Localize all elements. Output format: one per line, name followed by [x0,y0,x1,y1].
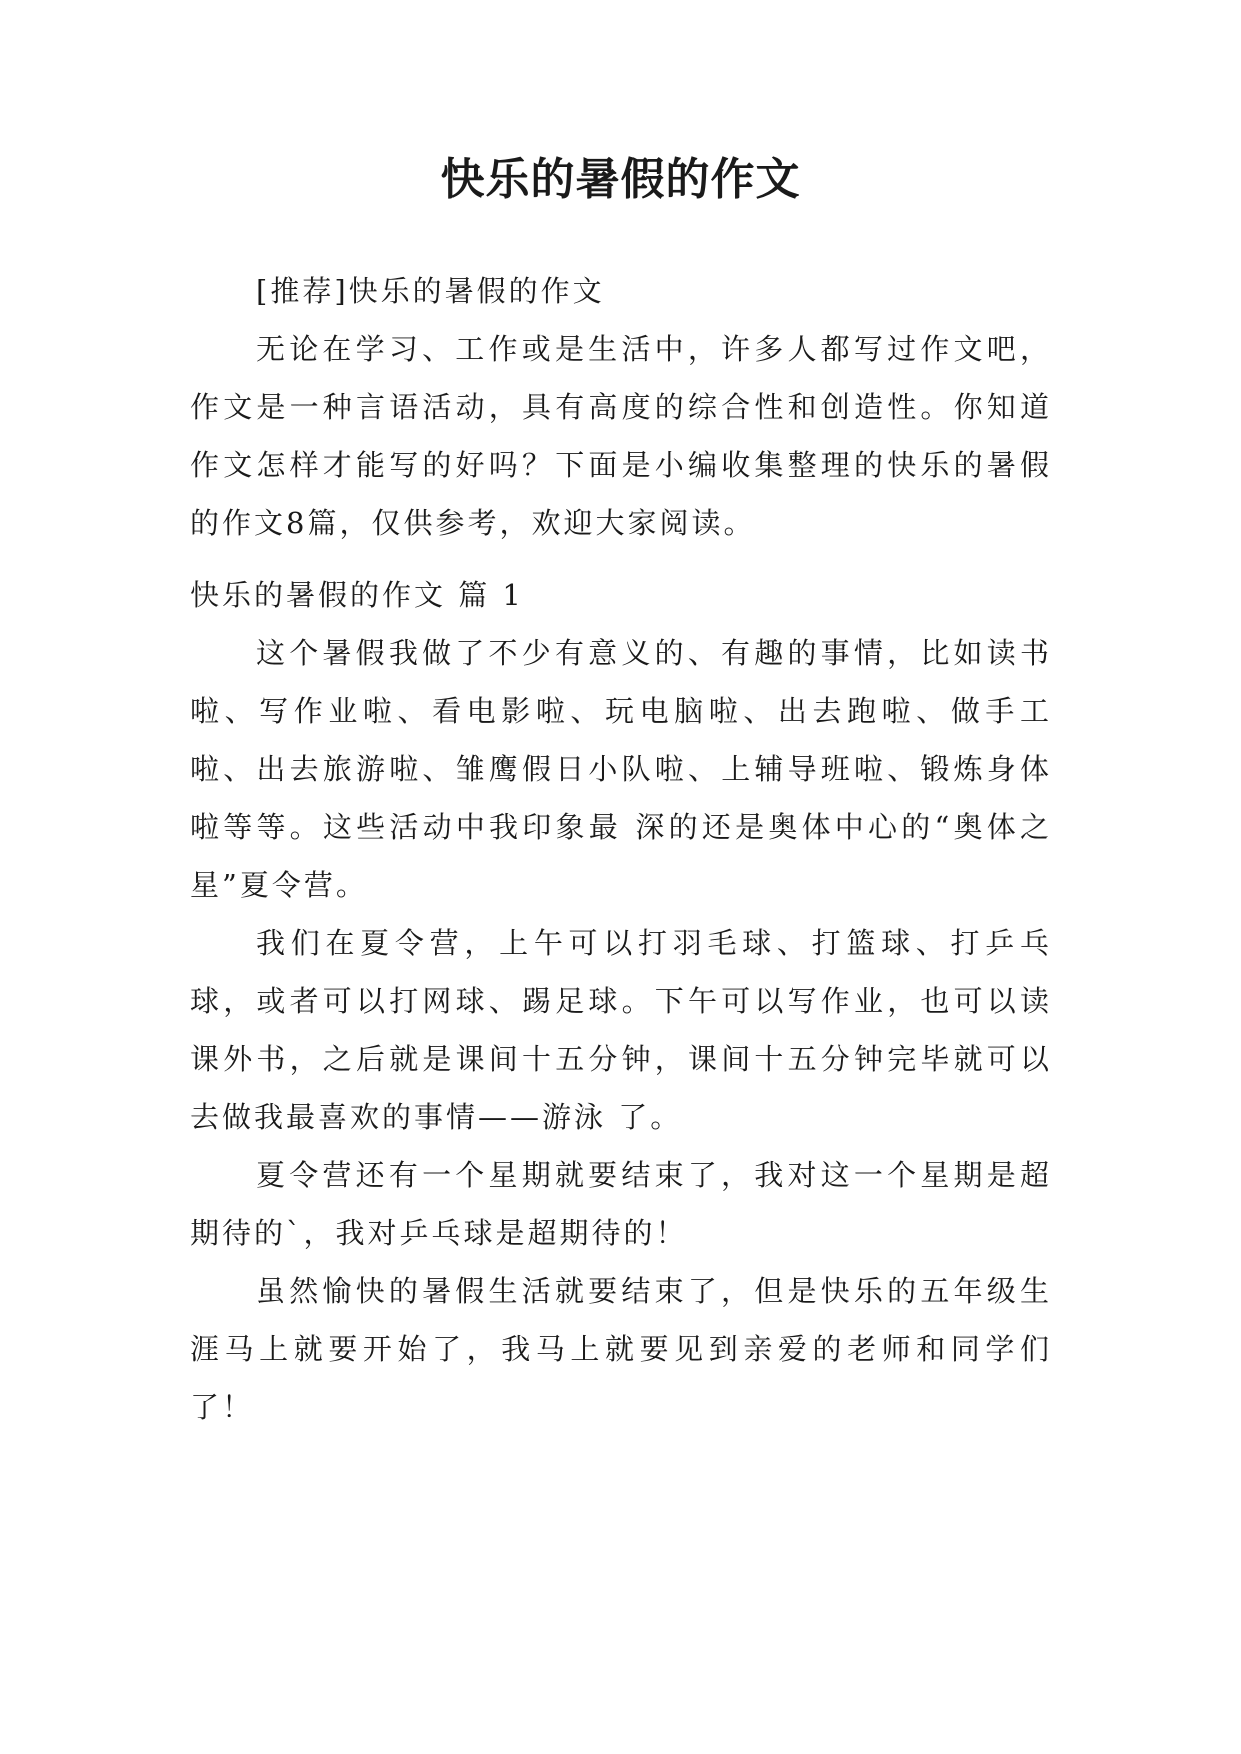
recommend-line: [推荐]快乐的暑假的作文 [256,274,605,308]
document-title: 快乐的暑假的作文 [440,154,801,205]
paragraph: 虽然愉快的暑假生活就要结束了，但是快乐的五年级生涯马上就要开始了，我马上就要见到亲爱的老师和同学们了！ [190,1274,1052,1424]
paragraph: 夏令营还有一个星期就要结束了，我对这一个星期是超期待的`，我对乒乓球是超期待的！ [190,1158,1052,1250]
intro-section [190,262,1052,552]
paragraph: 这个暑假我做了不少有意义的、有趣的事情，比如读书啦、写作业啦、看电影啦、玩电脑啦、出去跑啦、做手工啦、出去旅游啦、雏鹰假日小队啦、上辅导班啦、锻炼身体啦等等。这些活动中我印象最 深的还是奥体中心的“奥体之星”夏令营。 [190,636,1052,902]
essay-section-1 [190,566,1052,1436]
intro-paragraph: 无论在学习、工作或是生活中，许多人都写过作文吧，作文是一种言语活动，具有高度的综合性和创造性。你知道作文怎样才能写的好吗？下面是小编收集整理的快乐的暑假的作文8篇，仅供参考，欢迎大家阅读。 [190,332,1052,540]
section-heading: 快乐的暑假的作文 篇 1 [190,578,524,612]
paragraph: 我们在夏令营，上午可以打羽毛球、打篮球、打乒乓球，或者可以打网球、踢足球。下午可以写作业，也可以读课外书，之后就是课间十五分钟，课间十五分钟完毕就可以去做我最喜欢的事情——游泳 了。 [190,926,1052,1134]
